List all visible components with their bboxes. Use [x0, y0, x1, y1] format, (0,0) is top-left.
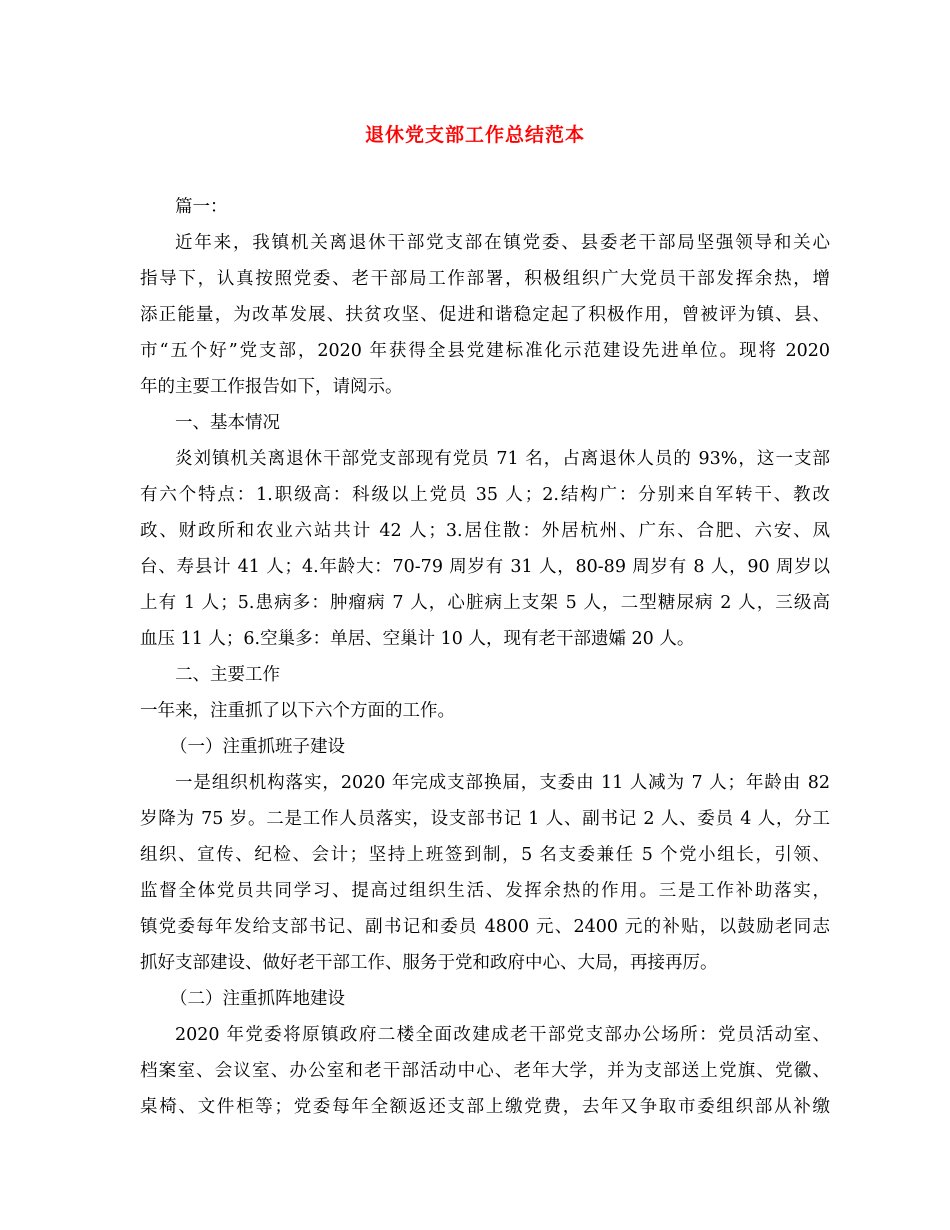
section-label: 篇一：	[175, 197, 228, 217]
document-title: 退休党支部工作总结范本	[364, 124, 585, 146]
paragraph-line: 上有 1 人；5.患病多：肿瘤病 7 人，心脏病上支架 5 人，二型糖尿病 2 人，三级高	[140, 593, 830, 613]
paragraph-line: 市“五个好”党支部，2020 年获得全县党建标准化示范建设先进单位。现将 2020	[140, 341, 830, 361]
paragraph-line: 年的主要工作报告如下，请阅示。	[140, 377, 403, 397]
paragraph-line: 近年来，我镇机关离退休干部党支部在镇党委、县委老干部局坚强领导和关心	[175, 233, 830, 253]
paragraph-line: 添正能量，为改革发展、扶贫攻坚、促进和谐稳定起了积极作用，曾被评为镇、县、	[140, 305, 830, 325]
section-heading: 一、基本情况	[175, 413, 280, 433]
paragraph-line: 政、财政所和农业六站共计 42 人；3.居住散：外居杭州、广东、合肥、六安、凤	[140, 521, 830, 541]
paragraph-line: 组织、宣传、纪检、会计；坚持上班签到制，5 名支委兼任 5 个党小组长，引领、	[140, 845, 830, 865]
paragraph-line: 2020 年党委将原镇政府二楼全面改建成老干部党支部办公场所：党员活动室、	[175, 1025, 830, 1045]
paragraph-line: 炎刘镇机关离退休干部党支部现有党员 71 名，占离退休人员的 93%，这一支部	[175, 449, 830, 469]
paragraph-line: 指导下，认真按照党委、老干部局工作部署，积极组织广大党员干部发挥余热，增	[140, 269, 830, 289]
subsection-heading: （一）注重抓班子建设	[170, 737, 345, 757]
paragraph-line: 一年来，注重抓了以下六个方面的工作。	[140, 701, 455, 721]
subsection-heading: （二）注重抓阵地建设	[170, 989, 345, 1009]
paragraph-line: 台、寿县计 41 人；4.年龄大：70-79 周岁有 31 人，80-89 周岁有 8 人，90 周岁以	[140, 557, 830, 577]
section-heading: 二、主要工作	[175, 665, 280, 685]
paragraph-line: 一是组织机构落实，2020 年完成支部换届，支委由 11 人减为 7 人；年龄由 82	[175, 773, 830, 793]
paragraph-line: 岁降为 75 岁。二是工作人员落实，设支部书记 1 人、副书记 2 人、委员 4 人，分工	[140, 809, 830, 829]
paragraph-line: 镇党委每年发给支部书记、副书记和委员 4800 元、2400 元的补贴，以鼓励老同志	[140, 917, 830, 937]
paragraph-line: 桌椅、文件柜等；党委每年全额返还支部上缴党费，去年又争取市委组织部从补缴	[140, 1097, 830, 1117]
paragraph-line: 血压 11 人；6.空巢多：单居、空巢计 10 人，现有老干部遗孀 20 人。	[140, 629, 695, 649]
paragraph-line: 档案室、会议室、办公室和老干部活动中心、老年大学，并为支部送上党旗、党徽、	[140, 1061, 830, 1081]
paragraph-line: 监督全体党员共同学习、提高过组织生活、发挥余热的作用。三是工作补助落实，	[140, 881, 830, 901]
paragraph-line: 抓好支部建设、做好老干部工作、服务于党和政府中心、大局，再接再厉。	[140, 953, 718, 973]
paragraph-line: 有六个特点：1.职级高：科级以上党员 35 人；2.结构广：分别来自军转干、教改	[140, 485, 830, 505]
